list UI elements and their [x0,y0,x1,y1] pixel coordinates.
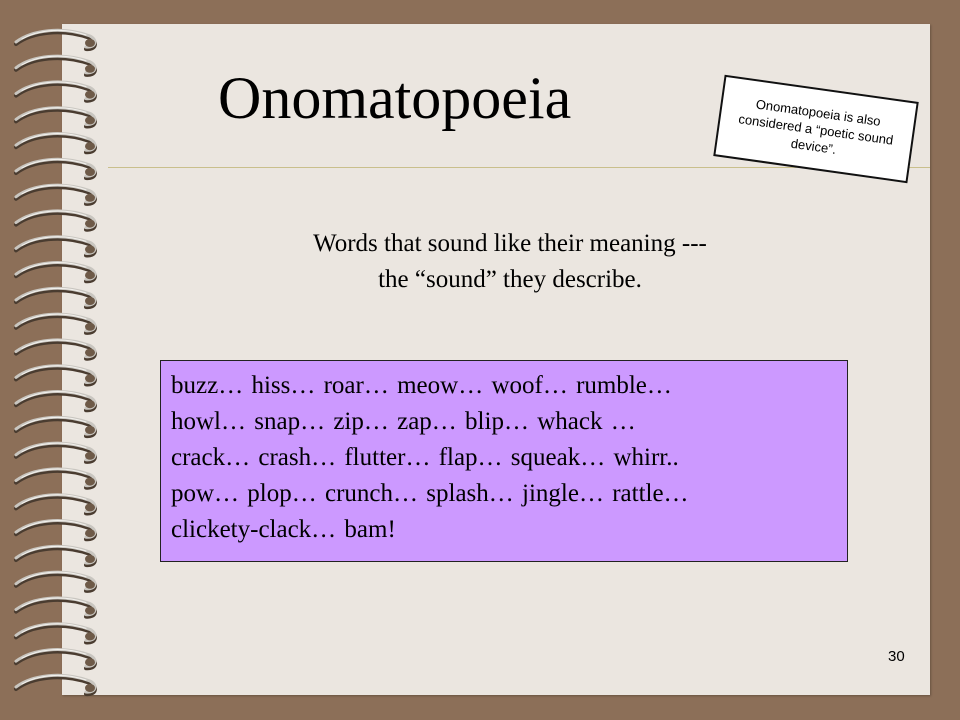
spiral-coil [16,417,95,436]
spiral-coil [16,572,95,591]
spiral-binding-icon [0,0,110,720]
spiral-coil [16,108,95,127]
examples-line-2: howl… snap… zip… zap… blip… whack … [171,408,636,435]
examples-line-4: pow… plop… crunch… splash… jingle… rattle… [171,480,689,507]
spiral-coil [16,288,95,307]
definition [200,226,820,298]
definition-line-1: Words that sound like their meaning --- [313,230,707,257]
examples-line-5: clickety-clack… bam! [171,516,396,543]
spiral-coil [16,469,95,488]
definition-line-2: the “sound” they describe. [378,266,642,293]
spiral-coil [16,624,95,643]
page-number: 30 [888,648,905,665]
spiral-coil [16,340,95,359]
spiral-coil [16,443,95,462]
spiral-coil [16,495,95,514]
spiral-coil [16,314,95,333]
spiral-coil [16,56,95,75]
spiral-coil [16,211,95,230]
spiral-coil [16,521,95,540]
spiral-coil [16,159,95,178]
examples-box [160,360,848,562]
spiral-coil [16,598,95,617]
side-note-text: Onomatopoeia is also considered a “poetic sound device”. [737,95,895,157]
spiral-coil [16,185,95,204]
slide-title: Onomatopoeia [218,65,572,131]
spiral-coil [16,675,95,694]
spiral-coil [16,546,95,565]
examples-line-3: crack… crash… flutter… flap… squeak… whirr.. [171,444,679,471]
spiral-coil [16,237,95,256]
spiral-coil [16,392,95,411]
spiral-coil [16,650,95,669]
spiral-coil [16,263,95,282]
spiral-coil [16,134,95,153]
spiral-coil [16,30,95,49]
spiral-coil [16,82,95,101]
spiral-coil [16,366,95,385]
examples-line-1: buzz… hiss… roar… meow… woof… rumble… [171,372,672,399]
